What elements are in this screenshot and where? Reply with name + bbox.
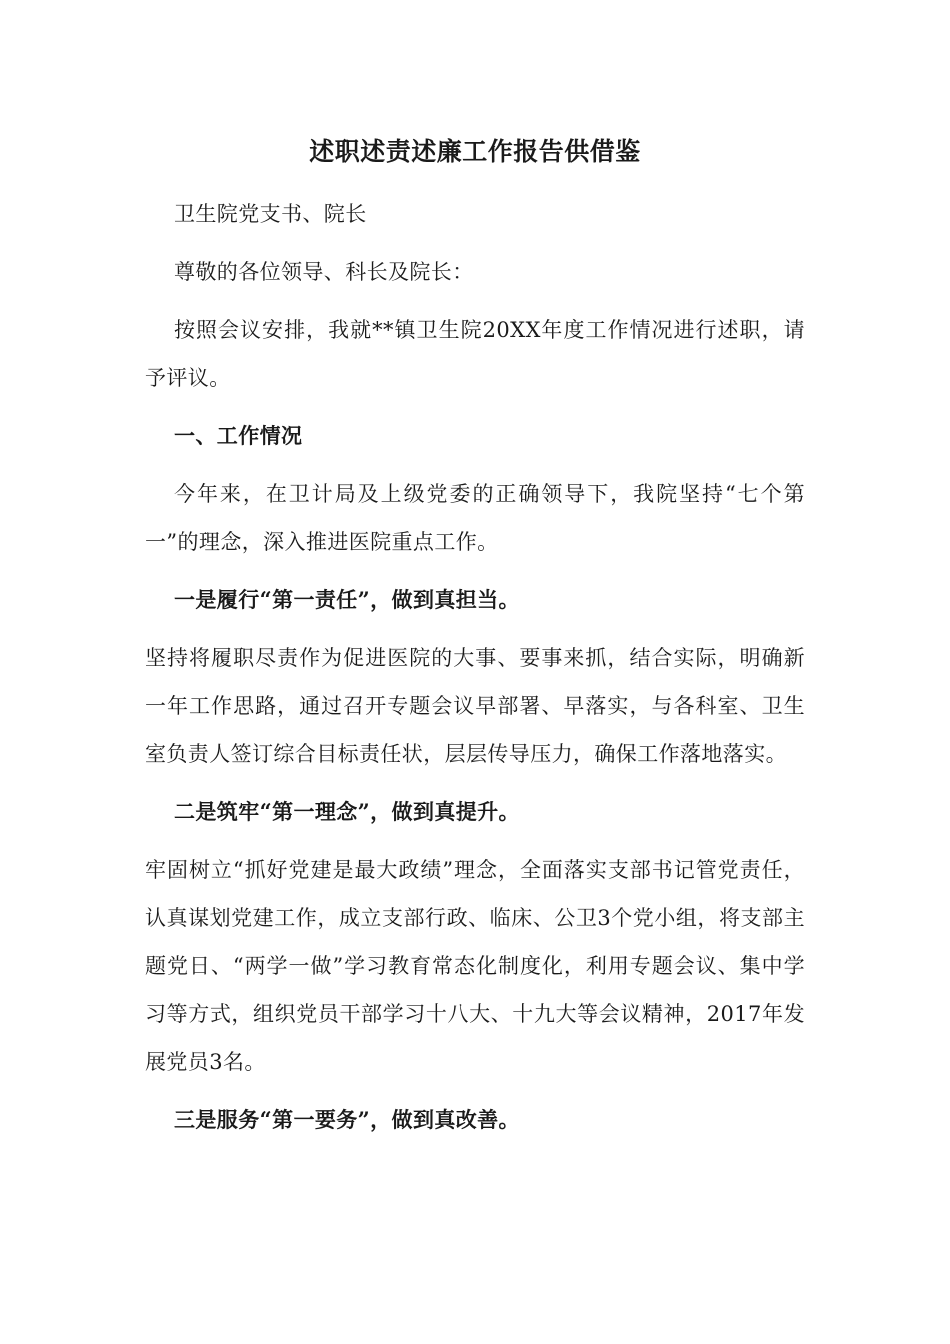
salutation: 尊敬的各位领导、科长及院长： xyxy=(174,260,474,284)
document-body xyxy=(145,132,805,1154)
point-heading-2: 二是筑牢“第一理念”，做到真提升。 xyxy=(174,799,520,824)
work-overview-paragraph: 今年来，在卫计局及上级党委的正确领导下，我院坚持“七个第一”的理念，深入推进医院重点工作。 xyxy=(145,482,805,554)
author-line: 卫生院党支书、院长 xyxy=(174,202,367,226)
document-title: 述职述责述廉工作报告供借鉴 xyxy=(309,137,641,166)
opening-paragraph: 按照会议安排，我就**镇卫生院20XX年度工作情况进行述职，请予评议。 xyxy=(145,318,805,390)
point-heading-1: 一是履行“第一责任”，做到真担当。 xyxy=(174,587,520,612)
section-heading-work-situation: 一、工作情况 xyxy=(174,423,303,448)
point-heading-3: 三是服务“第一要务”，做到真改善。 xyxy=(174,1107,520,1132)
point-body-2: 牢固树立“抓好党建是最大政绩”理念，全面落实支部书记管党责任，认真谋划党建工作，成立支部行政、临床、公卫3个党小组，将支部主题党日、“两学一做”学习教育常态化制度化，利用专题会议、集中学习等方式，组织党员干部学习十八大、十九大等会议精神，2017年发展党员3名。 xyxy=(145,858,805,1074)
point-body-1: 坚持将履职尽责作为促进医院的大事、要事来抓，结合实际，明确新一年工作思路，通过召开专题会议早部署、早落实，与各科室、卫生室负责人签订综合目标责任状，层层传导压力，确保工作落地落实。 xyxy=(145,646,805,766)
